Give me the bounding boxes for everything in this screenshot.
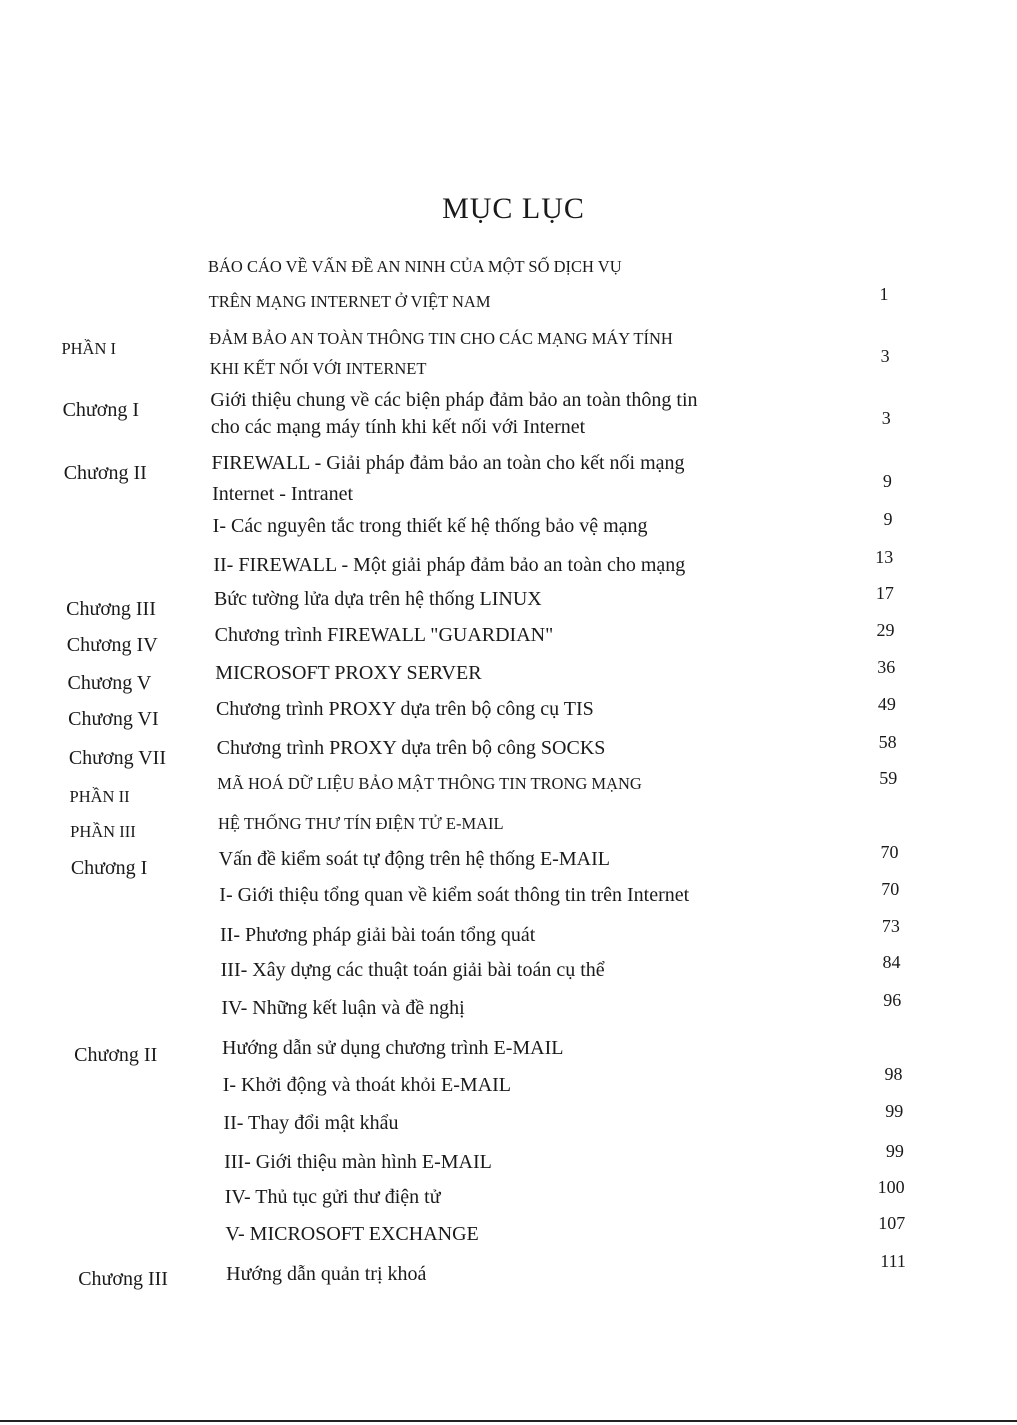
- toc-entry-title: Bức tường lửa dựa trên hệ thống LINUX: [213, 588, 542, 610]
- toc-entry-title: FIREWALL - Giải pháp đảm bảo an toàn cho kết nối mạng: [211, 452, 685, 474]
- toc-entry-title: Chương trình FIREWALL "GUARDIAN": [214, 624, 554, 646]
- toc-entry-title: MICROSOFT PROXY SERVER: [215, 662, 482, 684]
- toc-entry-page-number: 1: [879, 284, 889, 304]
- toc-entry-title: V- MICROSOFT EXCHANGE: [225, 1223, 479, 1245]
- toc-entry-label: Chương III: [78, 1268, 168, 1290]
- toc-entry-label: Chương I: [62, 399, 139, 421]
- toc-entry-title: II- FIREWALL - Một giải pháp đảm bảo an toàn cho mạng: [213, 554, 686, 576]
- toc-entry-title: III- Xây dựng các thuật toán giải bài toán cụ thể: [220, 959, 605, 981]
- toc-entry-title: TRÊN MẠNG INTERNET Ở VIỆT NAM: [208, 292, 491, 311]
- toc-entry-page-number: 98: [884, 1064, 903, 1084]
- toc-entry-page-number: 9: [883, 509, 893, 529]
- toc-entry-page-number: 107: [878, 1213, 906, 1233]
- toc-entry-page-number: 96: [883, 990, 902, 1010]
- scan-edge-line: [0, 1420, 1017, 1422]
- toc-entry-label: Chương II: [63, 462, 147, 484]
- toc-entry-title: I- Giới thiệu tổng quan về kiểm soát thông tin trên Internet: [219, 884, 690, 906]
- toc-entry-page-number: 73: [881, 916, 900, 936]
- toc-entry-title: MÃ HOÁ DỮ LIỆU BẢO MẬT THÔNG TIN TRONG MẠNG: [217, 774, 642, 793]
- toc-entry-label: Chương IV: [66, 634, 158, 656]
- toc-entry-title: II- Phương pháp giải bài toán tổng quát: [220, 924, 536, 946]
- toc-entry-page-number: 17: [875, 583, 894, 603]
- toc-entry-page-number: 36: [877, 657, 896, 677]
- toc-entry-page-number: 3: [880, 346, 890, 366]
- toc-entry-title: I- Các nguyên tắc trong thiết kế hệ thống bảo vệ mạng: [212, 515, 648, 537]
- toc-entry-label: Chương VI: [68, 708, 159, 730]
- toc-entry-title: Chương trình PROXY dựa trên bộ công cụ TIS: [215, 698, 594, 720]
- toc-entry-title: Vấn đề kiểm soát tự động trên hệ thống E-MAIL: [218, 848, 610, 870]
- toc-entry-page-number: 29: [876, 620, 895, 640]
- toc-entry-page-number: 111: [880, 1251, 906, 1271]
- toc-entry-title: Chương trình PROXY dựa trên bộ công SOCKS: [216, 737, 606, 759]
- toc-entry-page-number: 59: [879, 768, 898, 788]
- toc-entry-label: PHẦN I: [61, 339, 117, 358]
- toc-entry-label: Chương II: [74, 1044, 158, 1066]
- toc-entry-title: ĐẢM BẢO AN TOÀN THÔNG TIN CHO CÁC MẠNG MÁY TÍNH: [209, 329, 673, 348]
- toc-entry-title: cho các mạng máy tính khi kết nối với Internet: [210, 416, 586, 438]
- toc-entry-label: PHẦN III: [70, 822, 136, 841]
- toc-entry-page-number: 70: [881, 879, 900, 899]
- toc-entry-page-number: 9: [882, 471, 892, 491]
- toc-entry-page-number: 58: [878, 732, 897, 752]
- toc-entry-page-number: 70: [880, 842, 899, 862]
- toc-entry-label: Chương III: [66, 598, 156, 620]
- toc-entry-page-number: 13: [875, 547, 894, 567]
- toc-entry-page-number: 49: [877, 694, 896, 714]
- toc-entry-page-number: 100: [877, 1177, 905, 1197]
- toc-entry-page-number: 99: [885, 1101, 904, 1121]
- toc-entry-title: BÁO CÁO VỀ VẤN ĐỀ AN NINH CỦA MỘT SỐ DỊCH VỤ: [208, 257, 622, 276]
- toc-entry-title: Internet - Intranet: [212, 483, 354, 505]
- toc-entry-title: Hướng dẫn sử dụng chương trình E-MAIL: [222, 1037, 564, 1059]
- toc-entry-label: Chương V: [67, 672, 152, 694]
- toc-entry-label: Chương VII: [68, 747, 166, 769]
- toc-entry-title: HỆ THỐNG THƯ TÍN ĐIỆN TỬ E-MAIL: [218, 814, 504, 833]
- toc-entry-page-number: 3: [881, 408, 891, 428]
- toc-entry-title: IV- Thủ tục gửi thư điện tử: [224, 1186, 441, 1208]
- toc-entry-page-number: 84: [882, 952, 901, 972]
- toc-entry-label: Chương I: [70, 857, 148, 879]
- toc-entry-title: KHI KẾT NỐI VỚI INTERNET: [209, 359, 427, 378]
- toc-entry-title: I- Khởi động và thoát khỏi E-MAIL: [222, 1074, 512, 1096]
- toc-entry-page-number: 99: [885, 1141, 904, 1161]
- toc-entry-title: Hướng dẫn quản trị khoá: [226, 1263, 427, 1285]
- toc-entry-title: IV- Những kết luận và đề nghị: [221, 997, 465, 1019]
- toc-entry-label: PHẦN II: [69, 787, 130, 806]
- toc-entry-title: III- Giới thiệu màn hình E-MAIL: [224, 1151, 492, 1173]
- page-title: MỤC LỤC: [442, 192, 585, 225]
- toc-entry-title: Giới thiệu chung về các biện pháp đảm bảo an toàn thông tin: [210, 389, 698, 411]
- toc-entry-title: II- Thay đổi mật khẩu: [223, 1112, 399, 1134]
